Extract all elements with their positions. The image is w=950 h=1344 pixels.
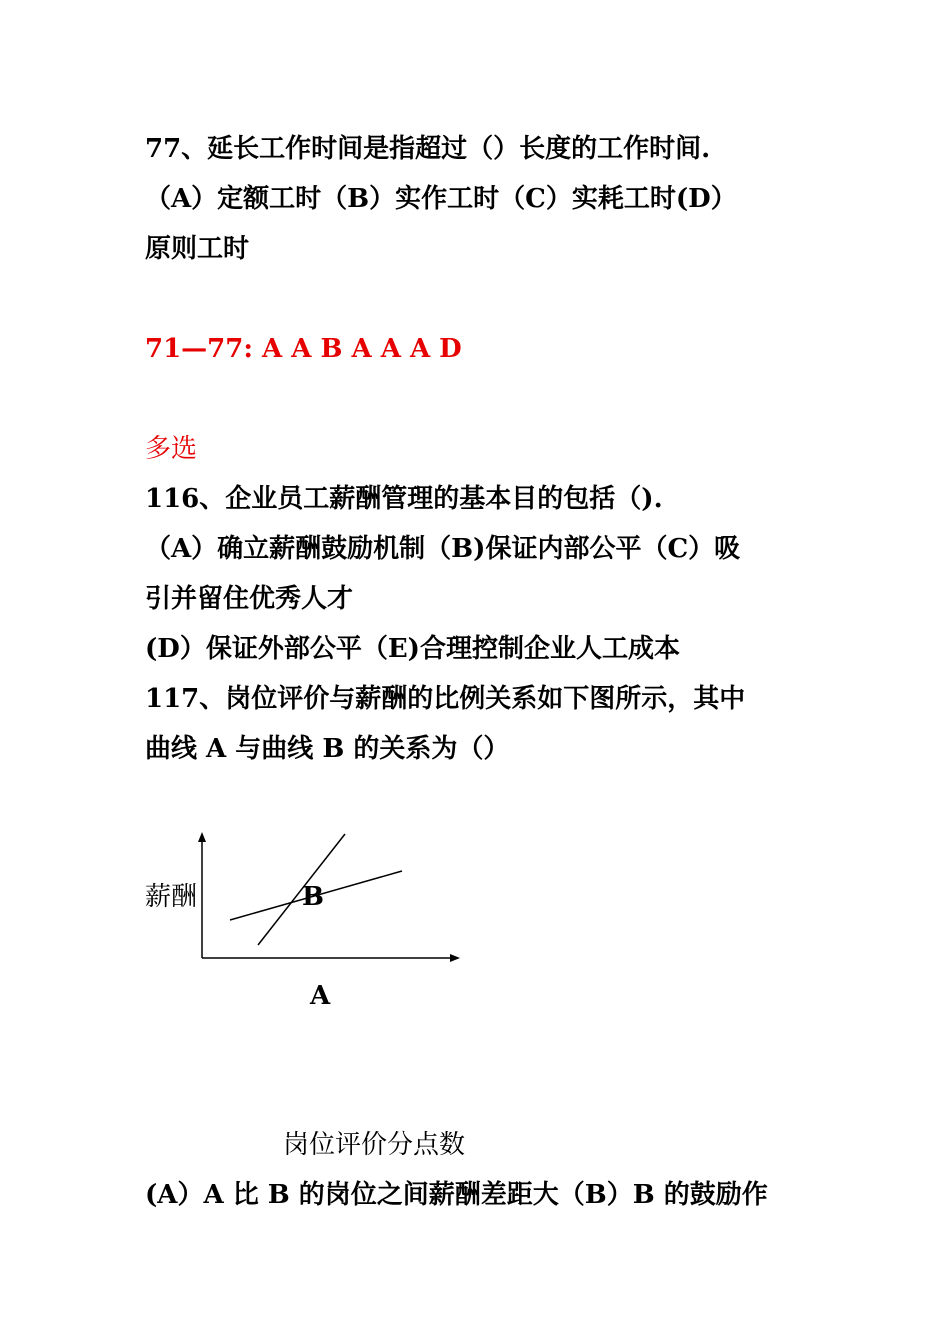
x-axis-arrow [450, 954, 460, 962]
q116-options-line1: （A）确立薪酬鼓励机制（B)保证内部公平（C）吸 [145, 534, 741, 564]
q116-options-line3: (D）保证外部公平（E)合理控制企业人工成本 [145, 634, 680, 664]
y-axis-arrow [198, 832, 206, 842]
q117-stem-line2: 曲线 A 与曲线 B 的关系为（） [145, 734, 510, 764]
figure-curve-a-label: A [310, 981, 331, 1011]
q116-stem: 116、企业员工薪酬管理的基本目的包括（). [145, 484, 663, 514]
figure-curve-b-label: B [302, 882, 324, 912]
q117-stem-line1: 117、岗位评价与薪酬的比例关系如下图所示，其中 [145, 684, 746, 714]
section-title: 多选 [145, 434, 198, 464]
q77-options-line1: （A）定额工时（B）实作工时（C）实耗工时(D） [145, 184, 737, 214]
figure-y-label: 薪酬 [145, 882, 198, 912]
answer-key: 71—77: A A B A A A D [145, 334, 462, 364]
q77-options-line2: 原则工时 [145, 234, 250, 264]
q77-stem: 77、延长工作时间是指超过（）长度的工作时间. [145, 134, 711, 164]
q117-options-line1: (A）A 比 B 的岗位之间薪酬差距大（B）B 的鼓励作 [145, 1180, 768, 1210]
q116-options-line2: 引并留住优秀人才 [145, 584, 354, 614]
figure-x-label: 岗位评价分点数 [283, 1130, 466, 1160]
